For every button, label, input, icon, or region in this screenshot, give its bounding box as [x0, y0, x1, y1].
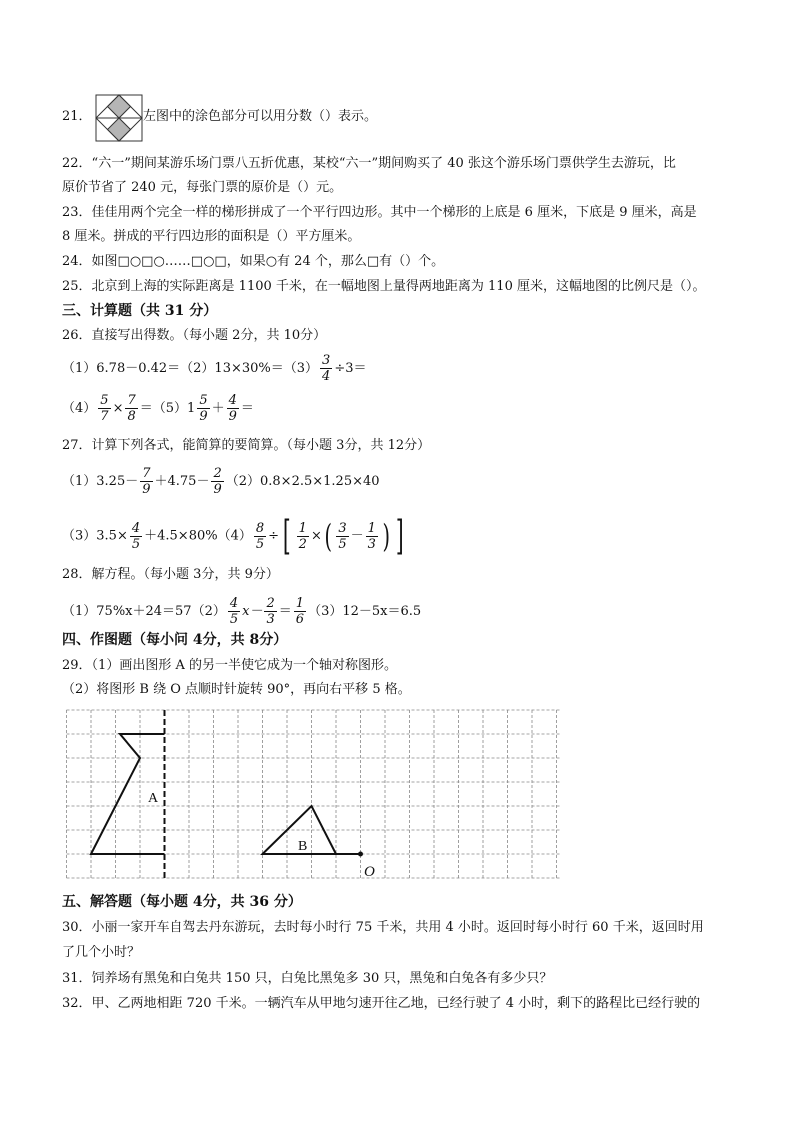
- fraction: $\frac{1}{3}$: [367, 520, 376, 552]
- right-paren: ): [382, 517, 390, 555]
- fraction: $\frac{7}{9}$: [142, 466, 151, 497]
- fraction: $\frac{2}{3}$: [266, 596, 275, 627]
- q27-row2: （3）3.5× $\frac{4}{5}$ ＋4.5×80%（4） $\frac{8}{5}$ ÷[ $\frac{1}{2}$ ×( $\frac{3}{5}$ － $\frac{1}{3}$ ) ]: [62, 513, 405, 559]
- point-o-label: O: [364, 864, 375, 880]
- q25-text: 25．北京到上海的实际距离是 1100 千米，在一幅地图上量得两地距离为 110 厘米，这幅地图的比例尺是（）。: [62, 279, 706, 294]
- q26-p1: （1）6.78－0.42＝（2）13×30%＝（3）: [62, 361, 319, 376]
- q30-line1: 30．小丽一家开车自驾去丹东游玩，去时每小时行 75 千米，共用 4 小时。返回时每小时行 60 千米，返回时用: [62, 920, 704, 935]
- fraction: $\frac{3}{5}$: [338, 520, 347, 552]
- fraction: $\frac{5}{9}$: [199, 393, 208, 424]
- fraction: $\frac{4}{9}$: [228, 393, 237, 424]
- section-5-title: 五、解答题（每小题 4分，共 36 分）: [62, 894, 302, 910]
- grid-lines: [67, 710, 561, 878]
- q21: [62, 108, 92, 126]
- q31-text: 31．饲养场有黑兔和白兔共 150 只，白兔比黑兔多 30 只，黑兔和白兔各有多少只？: [62, 971, 553, 986]
- q22-line1: 22．“六一”期间某游乐场门票八五折优惠，某校“六一”期间购买了 40 张这个游乐场门票供学生去游玩，比: [62, 156, 676, 171]
- q21-text: 左图中的涂色部分可以用分数（）表示。: [143, 109, 378, 124]
- q26-row1: [62, 353, 367, 384]
- q29-line2: （2）将图形 B 绕 O 点顺时针旋转 90°，再向右平移 5 格。: [62, 682, 411, 697]
- fraction: $\frac{3}{4}$: [322, 353, 331, 384]
- q28-row1: （1）75%x＋24＝57（2） $\frac{4}{5}$ x－ $\frac{2}{3}$ ＝ $\frac{1}{6}$ （3）12－5x＝6.5: [62, 596, 422, 627]
- left-bracket: [: [282, 513, 291, 559]
- q23-line2: 8 厘米。拼成的平行四边形的面积是（）平方厘米。: [62, 229, 361, 244]
- section-3-title: 三、计算题（共 31 分）: [62, 303, 218, 319]
- q29-line1: 29．（1）画出图形 A 的另一半使它成为一个轴对称图形。: [62, 658, 397, 673]
- q26-title: 26．直接写出得数。（每小题 2分，共 10分）: [62, 328, 327, 343]
- fraction: $\frac{8}{5}$: [255, 520, 265, 552]
- point-o: [358, 852, 363, 857]
- q29-grid-figure: [66, 708, 566, 886]
- fraction: $\frac{4}{5}$: [131, 520, 141, 552]
- fraction: $\frac{5}{7}$: [100, 393, 109, 424]
- shape-b-label: B: [298, 839, 308, 854]
- q26-row2: （4） $\frac{5}{7}$ × $\frac{7}{8}$ ＝（5）1 $\frac{5}{9}$ ＋ $\frac{4}{9}$ ＝: [62, 393, 254, 424]
- left-paren: (: [324, 517, 332, 555]
- q26-p1-tail: ÷3＝: [334, 361, 367, 376]
- fraction: $\frac{2}{9}$: [213, 466, 222, 497]
- fraction: $\frac{1}{6}$: [295, 596, 305, 627]
- q23-line1: 23．佳佳用两个完全一样的梯形拼成了一个平行四边形。其中一个梯形的上底是 6 厘米，下底是 9 厘米，高是: [62, 205, 697, 220]
- q24-text: 24．如图□○□○……□○□，如果○有 24 个，那么□有（）个。: [62, 254, 445, 269]
- q27-title: 27．计算下列各式，能简算的要简算。（每小题 3分，共 12分）: [62, 438, 431, 453]
- q30-line2: 了几个小时？: [62, 945, 141, 960]
- fraction: $\frac{1}{2}$: [298, 520, 307, 552]
- shape-a-label: A: [148, 791, 159, 806]
- fraction: $\frac{7}{8}$: [127, 393, 136, 424]
- q21-square-figure: [95, 94, 143, 142]
- q21-number: 21．: [62, 109, 92, 124]
- q22-line2: 原价节省了 240 元，每张门票的原价是（）元。: [62, 180, 343, 195]
- fraction: $\frac{4}{5}$: [229, 596, 239, 627]
- section-4-title: 四、作图题（每小问 4分，共 8分）: [62, 632, 288, 648]
- right-bracket: ]: [396, 513, 405, 559]
- q27-row1: （1）3.25－ $\frac{7}{9}$ ＋4.75－ $\frac{2}{9}$ （2）0.8×2.5×1.25×40: [62, 466, 380, 497]
- q28-title: 28．解方程。（每小题 3分，共 9分）: [62, 567, 279, 582]
- q32-text: 32．甲、乙两地相距 720 千米。一辆汽车从甲地匀速开往乙地，已经行驶了 4 小时，剩下的路程比已经行驶的: [62, 996, 701, 1011]
